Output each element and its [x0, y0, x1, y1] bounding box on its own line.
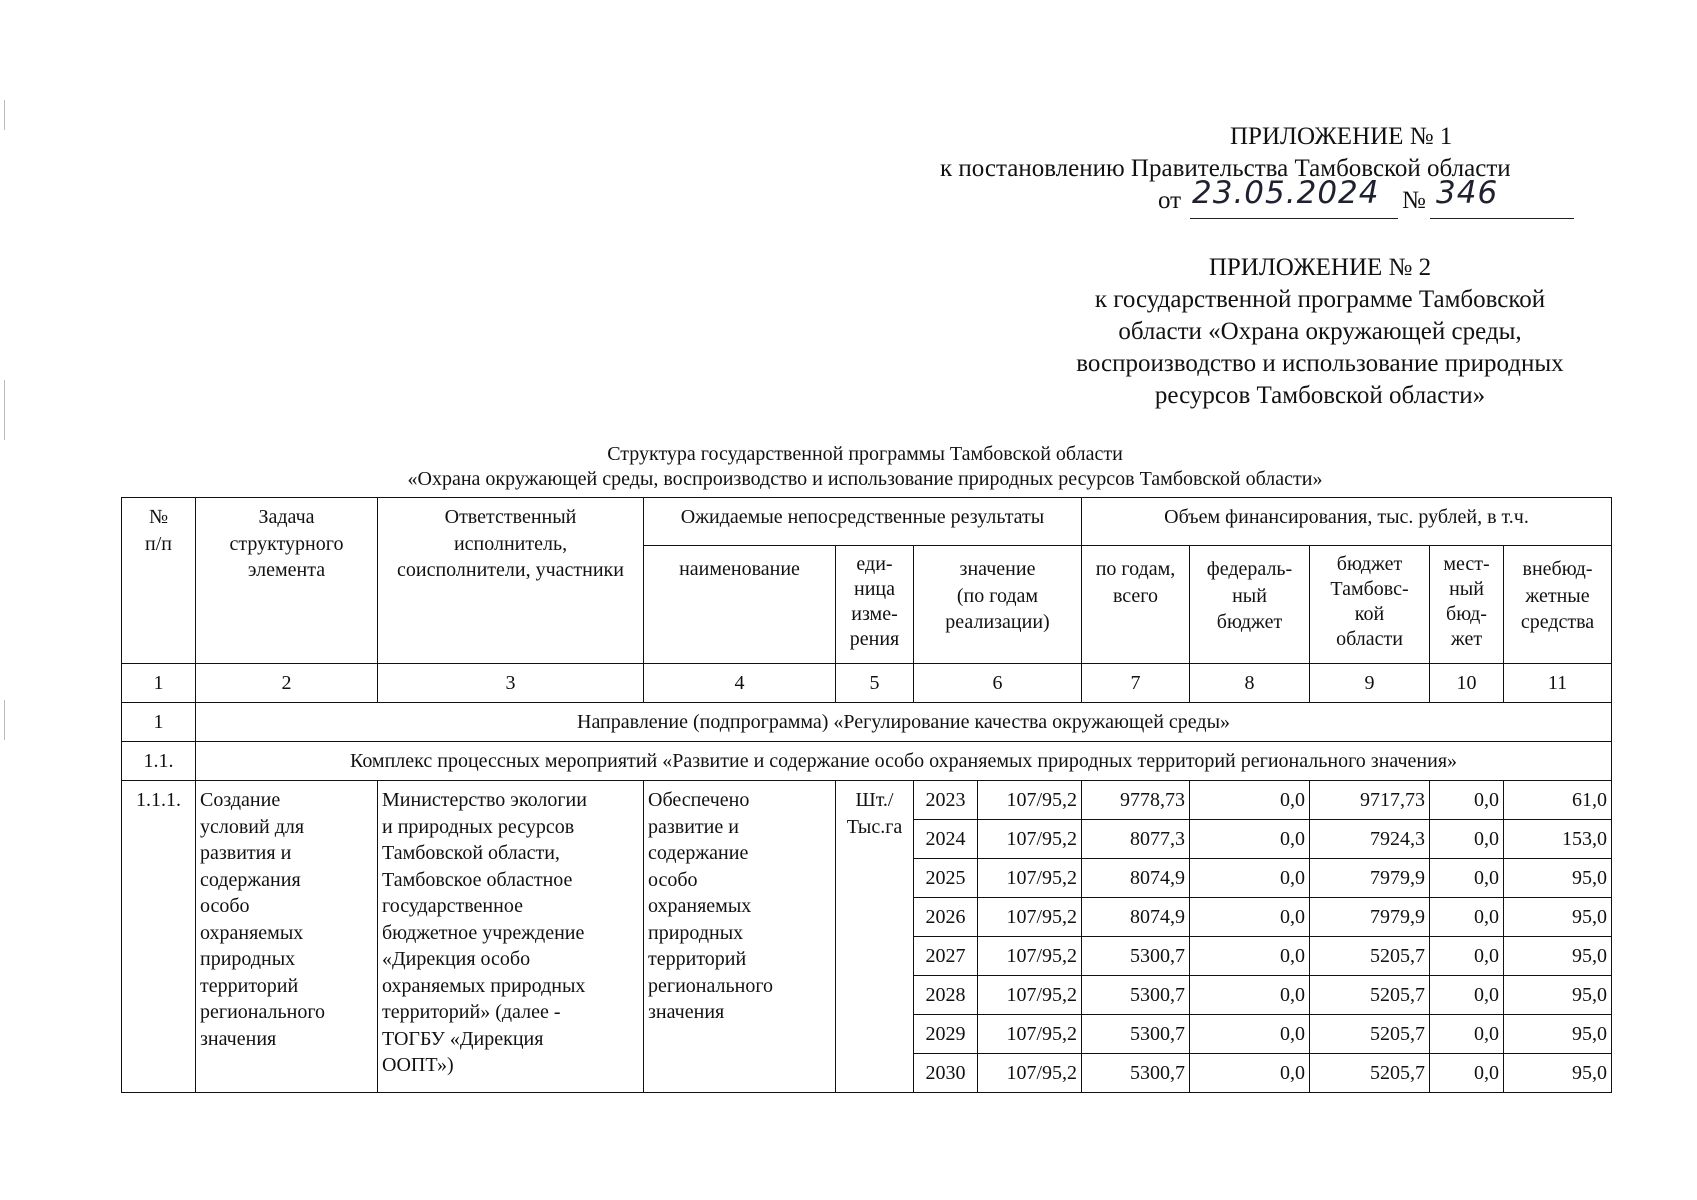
- document-title-line-1: Структура государственной программы Тамбовской области: [607, 443, 1123, 465]
- row-extra: 95,0: [1504, 1015, 1612, 1054]
- header-extra: внебюд- жетные средства: [1504, 546, 1612, 664]
- row-federal: 0,0: [1190, 976, 1310, 1015]
- row-federal: 0,0: [1190, 898, 1310, 937]
- row-local: 0,0: [1430, 781, 1504, 820]
- column-number: 8: [1190, 664, 1310, 703]
- row-year: 2030: [914, 1054, 978, 1093]
- header-unit: еди- ница изме- рения: [836, 546, 914, 664]
- row-value: 107/95,2: [978, 1054, 1082, 1093]
- handwritten-number: 346: [1436, 175, 1499, 211]
- column-number: 11: [1504, 664, 1612, 703]
- header-local: мест- ный бюд- жет: [1430, 546, 1504, 664]
- row-value: 107/95,2: [978, 1015, 1082, 1054]
- item-result: Обеспечено развитие и содержание особо охраняемых природных территорий регионального значения: [644, 781, 836, 1093]
- header-responsible: Ответственный исполнитель, соисполнители, участники: [378, 498, 644, 664]
- header-federal: федераль- ный бюджет: [1190, 546, 1310, 664]
- program-structure-table: [121, 497, 1612, 1093]
- column-number: 7: [1082, 664, 1190, 703]
- row-local: 0,0: [1430, 937, 1504, 976]
- number-underline: [1430, 218, 1574, 219]
- column-number: 6: [914, 664, 1082, 703]
- row-extra: 95,0: [1504, 1054, 1612, 1093]
- header-name: наименование: [644, 546, 836, 664]
- section-title: Направление (подпрограмма) «Регулирование качества окружающей среды»: [196, 703, 1612, 742]
- document-title: [120, 442, 1610, 492]
- header-number: № п/п: [122, 498, 196, 664]
- row-total: 5300,7: [1082, 1015, 1190, 1054]
- appendix-1-header: [940, 121, 1630, 219]
- row-value: 107/95,2: [978, 859, 1082, 898]
- row-year: 2029: [914, 1015, 978, 1054]
- column-number: 9: [1310, 664, 1430, 703]
- column-number: 5: [836, 664, 914, 703]
- scan-edge-mark: [4, 700, 5, 740]
- date-underline: [1190, 218, 1398, 219]
- header-value: значение (по годам реализации): [914, 546, 1082, 664]
- row-value: 107/95,2: [978, 781, 1082, 820]
- appendix-2-line: воспроизводство и использование природных: [1076, 350, 1564, 377]
- row-local: 0,0: [1430, 898, 1504, 937]
- row-federal: 0,0: [1190, 781, 1310, 820]
- row-regional: 7979,9: [1310, 898, 1430, 937]
- row-federal: 0,0: [1190, 859, 1310, 898]
- item-responsible: Министерство экологии и природных ресурсов Тамбовской области, Тамбовское областное государственное бюджетное учреждение «Дирекция особо охраняемых природных территорий» (далее - ТОГБУ «Дирекция ООПТ»): [378, 781, 644, 1093]
- document-title-line-2: «Охрана окружающей среды, воспроизводство и использование природных ресурсов Тамбовской области»: [407, 468, 1323, 490]
- item-task: Создание условий для развития и содержания особо охраняемых природных территорий регионального значения: [196, 781, 378, 1093]
- handwritten-date: 23.05.2024: [1192, 175, 1380, 211]
- row-extra: 95,0: [1504, 937, 1612, 976]
- appendix-1-title: ПРИЛОЖЕНИЕ № 1: [1230, 123, 1453, 150]
- scan-edge-mark: [4, 100, 5, 130]
- section-number: 1: [122, 703, 196, 742]
- row-local: 0,0: [1430, 1054, 1504, 1093]
- row-local: 0,0: [1430, 820, 1504, 859]
- item-number: 1.1.1.: [122, 781, 196, 1093]
- section-row: [122, 703, 1612, 742]
- row-year: 2023: [914, 781, 978, 820]
- row-federal: 0,0: [1190, 1054, 1310, 1093]
- appendix-1-decree-line: к постановлению Правительства Тамбовской области: [940, 155, 1511, 182]
- appendix-2-line: ресурсов Тамбовской области»: [1154, 382, 1486, 409]
- row-regional: 9717,73: [1310, 781, 1430, 820]
- table-header-row: [122, 498, 1612, 546]
- row-total: 5300,7: [1082, 937, 1190, 976]
- column-number: 1: [122, 664, 196, 703]
- appendix-2-line: области «Охрана окружающей среды,: [1118, 318, 1522, 345]
- header-total: по годам, всего: [1082, 546, 1190, 664]
- row-regional: 5205,7: [1310, 976, 1430, 1015]
- table-row: [122, 781, 1612, 820]
- column-number: 2: [196, 664, 378, 703]
- row-year: 2024: [914, 820, 978, 859]
- row-extra: 61,0: [1504, 781, 1612, 820]
- row-value: 107/95,2: [978, 820, 1082, 859]
- date-prefix: от: [1158, 187, 1182, 214]
- row-regional: 7979,9: [1310, 859, 1430, 898]
- header-results-group: Ожидаемые непосредственные результаты: [644, 498, 1082, 546]
- row-federal: 0,0: [1190, 1015, 1310, 1054]
- row-extra: 95,0: [1504, 976, 1612, 1015]
- row-local: 0,0: [1430, 1015, 1504, 1054]
- row-federal: 0,0: [1190, 820, 1310, 859]
- header-regional: бюджет Тамбовс- кой области: [1310, 546, 1430, 664]
- row-regional: 7924,3: [1310, 820, 1430, 859]
- row-federal: 0,0: [1190, 937, 1310, 976]
- appendix-2-header: [1040, 252, 1600, 412]
- row-year: 2026: [914, 898, 978, 937]
- row-total: 8077,3: [1082, 820, 1190, 859]
- row-total: 5300,7: [1082, 976, 1190, 1015]
- row-total: 5300,7: [1082, 1054, 1190, 1093]
- subsection-row: [122, 742, 1612, 781]
- row-value: 107/95,2: [978, 976, 1082, 1015]
- number-prefix: №: [1402, 187, 1426, 214]
- column-number: 3: [378, 664, 644, 703]
- row-regional: 5205,7: [1310, 1054, 1430, 1093]
- row-extra: 95,0: [1504, 898, 1612, 937]
- row-total: 8074,9: [1082, 859, 1190, 898]
- header-task: Задача структурного элемента: [196, 498, 378, 664]
- item-unit: Шт./ Тыс.га: [836, 781, 914, 1093]
- row-year: 2028: [914, 976, 978, 1015]
- row-value: 107/95,2: [978, 898, 1082, 937]
- row-extra: 95,0: [1504, 859, 1612, 898]
- row-year: 2027: [914, 937, 978, 976]
- row-local: 0,0: [1430, 976, 1504, 1015]
- subsection-number: 1.1.: [122, 742, 196, 781]
- appendix-2-line: к государственной программе Тамбовской: [1094, 286, 1546, 313]
- appendix-1-date-line: [940, 175, 1630, 219]
- row-year: 2025: [914, 859, 978, 898]
- column-number: 4: [644, 664, 836, 703]
- subsection-title: Комплекс процессных мероприятий «Развитие и содержание особо охраняемых природных территорий регионального значения»: [196, 742, 1612, 781]
- appendix-2-title: ПРИЛОЖЕНИЕ № 2: [1208, 254, 1432, 281]
- row-regional: 5205,7: [1310, 937, 1430, 976]
- column-number-row: [122, 664, 1612, 703]
- row-local: 0,0: [1430, 859, 1504, 898]
- scan-edge-mark: [4, 380, 5, 440]
- row-total: 8074,9: [1082, 898, 1190, 937]
- row-extra: 153,0: [1504, 820, 1612, 859]
- column-number: 10: [1430, 664, 1504, 703]
- row-value: 107/95,2: [978, 937, 1082, 976]
- header-funding-group: Объем финансирования, тыс. рублей, в т.ч.: [1082, 498, 1612, 546]
- row-regional: 5205,7: [1310, 1015, 1430, 1054]
- row-total: 9778,73: [1082, 781, 1190, 820]
